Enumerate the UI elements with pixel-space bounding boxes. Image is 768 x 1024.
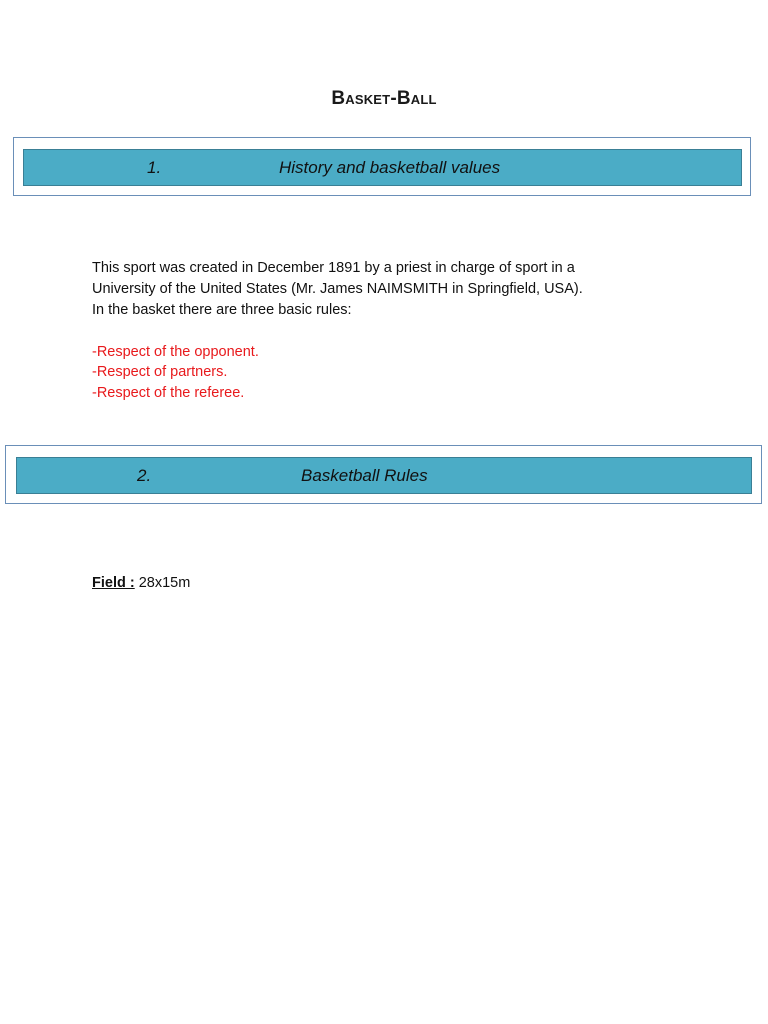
document-title: Basket-Ball: [331, 88, 437, 109]
field-value: 28x15m: [138, 575, 191, 591]
history-line-2: University of the United States (Mr. James NAIMSMITH in Springfield, USA).: [92, 280, 583, 297]
section-1-heading: History and basketball values: [279, 157, 501, 177]
field-label: Field :: [92, 575, 135, 591]
history-line-3: In the basket there are three basic rules:: [92, 301, 352, 318]
rule-item-partners: -Respect of partners.: [92, 364, 228, 381]
section-1-header: [23, 149, 742, 186]
history-paragraph: [92, 258, 712, 320]
section-2-header: [16, 457, 752, 494]
field-size-line: [92, 573, 190, 593]
section-1-number: 1.: [147, 157, 162, 177]
rule-item-referee: -Respect of the referee.: [92, 384, 245, 401]
section-2-number: 2.: [137, 465, 152, 485]
section-2-heading: Basketball Rules: [301, 465, 428, 485]
rule-item-opponent: -Respect of the opponent.: [92, 344, 259, 360]
basic-rules-list: [92, 342, 259, 403]
history-line-1: This sport was created in December 1891 by a priest in charge of sport in a: [92, 260, 575, 276]
